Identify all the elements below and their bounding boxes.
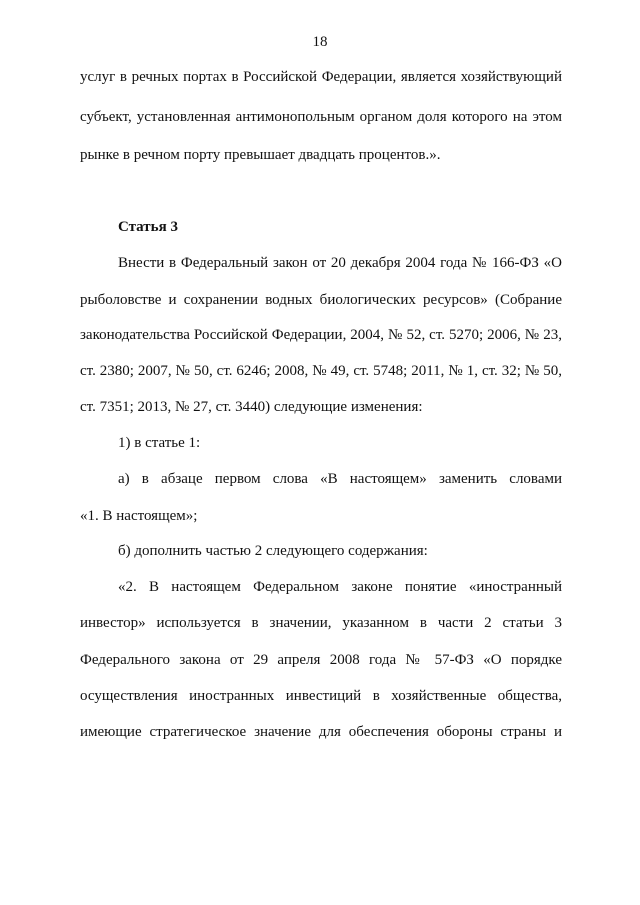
text-line: Внести в Федеральный закон от 20 декабря 2004 года № 166-ФЗ «О xyxy=(118,255,562,271)
text-line: законодательства Российской Федерации, 2004, № 52, ст. 5270; 2006, № 23, xyxy=(80,327,562,343)
text-line: а) в абзаце первом слова «В настоящем» заменить словами xyxy=(118,471,562,487)
text-line: инвестор» используется в значении, указанном в части 2 статьи 3 xyxy=(80,615,562,631)
text-line: субъект, установленная антимонопольным органом доля которого на этом xyxy=(80,109,562,125)
text-line: ст. 2380; 2007, № 50, ст. 6246; 2008, № 49, ст. 5748; 2011, № 1, ст. 32; № 50, xyxy=(80,363,562,379)
text-line: рыболовстве и сохранении водных биологических ресурсов» (Собрание xyxy=(80,292,562,308)
article-heading: Статья 3 xyxy=(118,219,178,235)
text-line: Федерального закона от 29 апреля 2008 года № 57-ФЗ «О порядке xyxy=(80,652,562,668)
text-line: 1) в статье 1: xyxy=(118,435,201,451)
text-line: рынке в речном порту превышает двадцать процентов.». xyxy=(80,147,441,163)
text-line: имеющие стратегическое значение для обеспечения обороны страны и xyxy=(80,724,562,740)
text-line: услуг в речных портах в Российской Федерации, является хозяйствующий xyxy=(80,69,562,85)
text-line: «1. В настоящем»; xyxy=(80,508,198,524)
text-line: б) дополнить частью 2 следующего содержания: xyxy=(118,543,428,559)
text-line: ст. 7351; 2013, № 27, ст. 3440) следующие изменения: xyxy=(80,399,423,415)
text-line: осуществления иностранных инвестиций в хозяйственные общества, xyxy=(80,688,562,704)
page-number: 18 xyxy=(312,34,328,50)
text-line: «2. В настоящем Федеральном законе понятие «иностранный xyxy=(118,579,562,595)
